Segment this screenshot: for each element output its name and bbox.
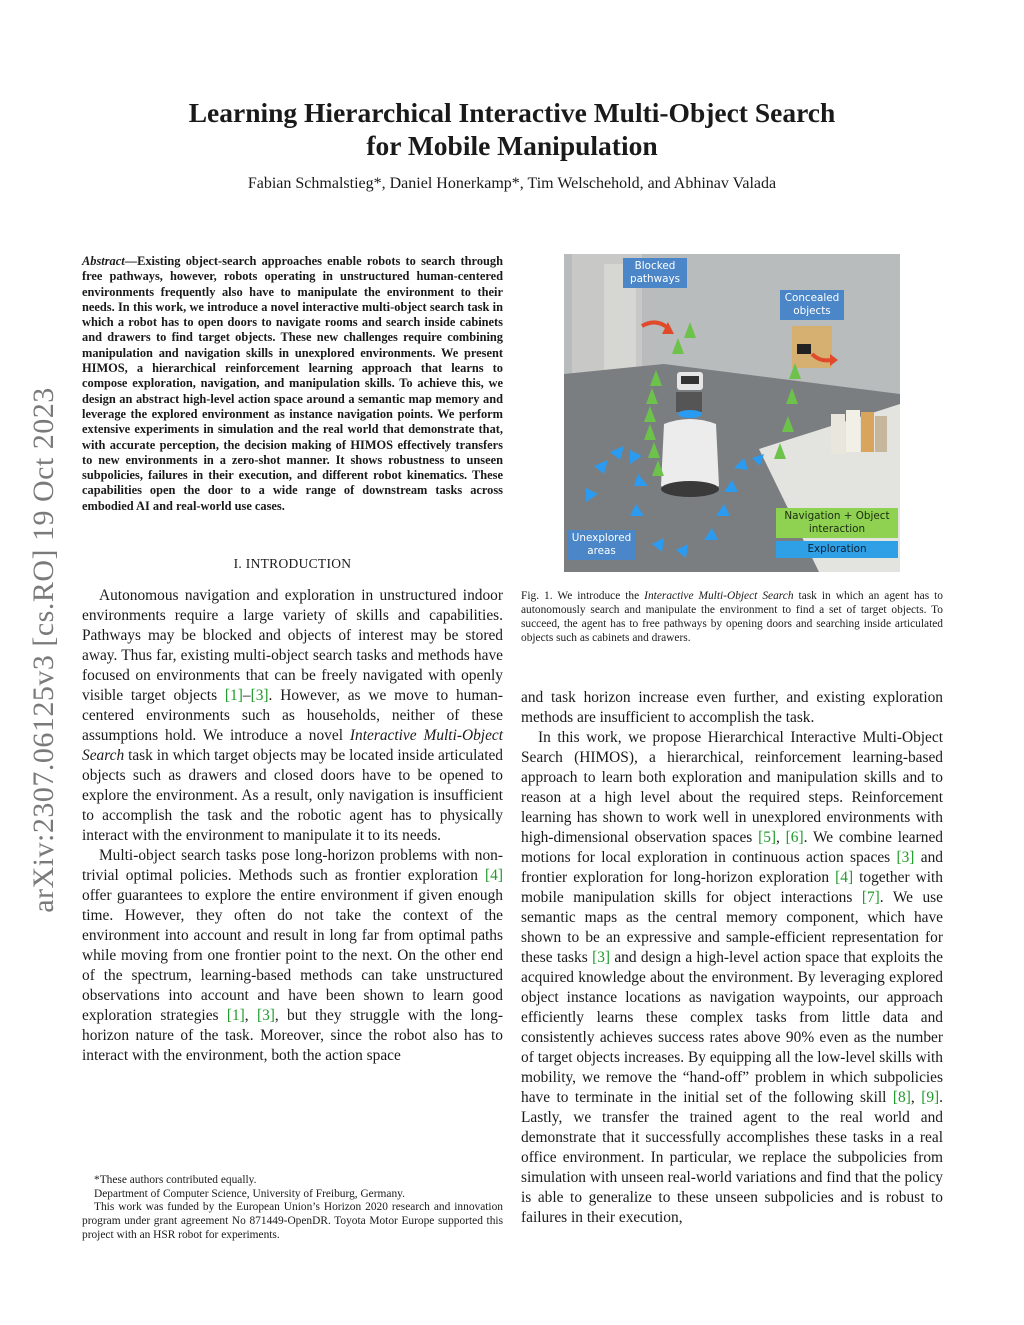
box-1 (831, 414, 845, 454)
figure-1-caption (521, 590, 943, 646)
abstract-lead: Abstract (82, 254, 125, 268)
text-run: . Lastly, we transfer the trained agent to the real world and demonstrate that it successfully accomplishes these tasks in a real office environment. In particular, we replace the subpolicies from simulation with unseen real-world variations and find that the policy is able to generalize to these unseen subpolicies and is robust to failures in their execution, (521, 1089, 943, 1226)
citation-link[interactable]: [1] (226, 1007, 245, 1025)
figure-1 (564, 254, 900, 572)
text-run: together with mobile manipulation skills for object interactions (521, 869, 943, 906)
text-run: . We combine learned motions for local exploration in continuous action spaces (521, 829, 943, 866)
citation-link[interactable]: [5] (758, 829, 777, 846)
citation-link[interactable]: [4] (835, 869, 854, 886)
emphasis-task-name: Interactive Multi-Object Search (82, 727, 504, 765)
robot-base (661, 481, 719, 497)
citation-link[interactable]: [8] (892, 1089, 911, 1106)
citation-link[interactable]: [3] (250, 687, 269, 705)
section-heading-introduction: I. INTRODUCTION (233, 556, 352, 572)
citation-link[interactable]: [3] (592, 949, 611, 966)
text-run: Multi-object search tasks pose long-horizon problems with non-trivial optimal policies. Methods such as frontier exploration (82, 847, 503, 885)
box-4 (875, 416, 887, 452)
intro-paragraph-1 (82, 586, 503, 846)
label-unexplored-areas: Unexplored areas (567, 530, 636, 560)
footnote-equal-contribution: *These authors contributed equally. (94, 1174, 257, 1186)
citation-link[interactable]: [6] (785, 829, 804, 846)
text-run: Autonomous navigation and exploration in unstructured indoor environments require a large variety of skills and capabilities. Pathways may be blocked and objects of interest may be stored away. Thus far, existing multi-object search tasks and methods have focused on environments that can be freely navigated with openly visible target objects (82, 587, 503, 705)
author-list: Fabian Schmalstieg*, Daniel Honerkamp*, Tim Welschehold, and Abhinav Valada (247, 175, 777, 192)
box-3 (861, 412, 874, 452)
text-run: – (242, 687, 251, 705)
text-run: Fig. 1. We introduce the (521, 590, 645, 602)
intro-paragraph-2 (82, 846, 503, 1066)
cabinet-object (797, 344, 811, 354)
text-run: , (776, 829, 786, 846)
left-column (82, 254, 503, 1066)
text-run: and frontier exploration for long-horizon exploration (521, 849, 943, 886)
robot-face (681, 376, 699, 384)
text-run: offer guarantees to explore the entire environment if given enough time. However, they often do not take the context of the environment into account and result in long far from optimal paths while moving from one frontier point to the next. On the other end of the spectrum, learning-based methods can take unstructured observations into account and have been shown to learn good exploration strategies (82, 887, 503, 1025)
box-2 (846, 410, 860, 452)
legend-navigation-object-interaction: Navigation + Object interaction (776, 508, 898, 538)
text-run: and design a high-level action space that exploits the acquired knowledge about the environment. By leveraging explored object instance locations as navigation waypoints, our approach efficiently learns these complex tasks from little data and consistently achieves success rates above 90% even as the number of target objects increases. By equipping all the low-level skills with mobility, we remove the “hand-off” problem in which subpolicies have to terminate in the initial set of the following skill (521, 949, 943, 1106)
arxiv-stamp (22, 355, 66, 945)
robot-light (678, 410, 702, 418)
text-run: , but they struggle with the long-horizon nature of the task. Moreover, since the robot also has to interact with the environment, both the action space (82, 1007, 503, 1065)
label-concealed-objects: Concealed objects (780, 290, 844, 320)
footnote-affiliation: Department of Computer Science, University of Freiburg, Germany. (94, 1187, 405, 1200)
citation-link[interactable]: [1] (224, 687, 243, 705)
abstract-text: —Existing object-search approaches enable robots to search through free pathways, however, robots operating in unstructured human-centered environments frequently also have to manipulate the environment to their needs. In this work, we introduce a novel interactive multi-object search task in which a robot has to open doors to navigate rooms and search inside cabinets and drawers to find target objects. These new challenges require combining manipulation and navigation skills in unexplored environments. We present HIMOS, a hierarchical reinforcement learning approach that learns to compose exploration, navigation, and manipulation skills. To achieve this, we design an abstract high-level action space around a semantic map memory and leverage the explored environment as instance navigation points. We perform extensive experiments in simulation and the real world that demonstrate that, with accurate perception, the decision making of HIMOS effectively transfers to new environments in a zero-shot manner. It shows robustness to unseen subpolicies, failures in their execution, and different robot kinematics. These capabilities open the door to a wide range of downstream tasks across embodied AI and real-world use cases. (82, 254, 503, 513)
label-blocked-pathways: Blocked pathways (623, 258, 687, 288)
text-run: . However, as we move to human-centered environments such as households, neither of these assumptions hold. We introduce a novel (82, 687, 503, 745)
citation-link[interactable]: [3] (896, 849, 915, 866)
title-line-1: Learning Hierarchical Interactive Multi-Object Search (188, 97, 836, 128)
text-run: . We use semantic maps as the central memory component, which have shown to be an expressive and sample-efficient representation for these tasks (521, 889, 943, 966)
right-column (521, 688, 943, 1228)
emphasis-task-name: Interactive Multi-Object Search (644, 590, 794, 602)
text-run: task in which an agent has to autonomously search and manipulate the environment to find a set of target objects. To succeed, the agent has to free pathways by opening doors and searching inside articulated objects such as cabinets and drawers. (521, 590, 943, 644)
intro-paragraph-continued: and task horizon increase even further, and existing exploration methods are insufficient to accomplish the task. (521, 689, 943, 726)
arxiv-stamp-text: arXiv:2307.06125v3 [cs.RO] 19 Oct 2023 (27, 387, 61, 913)
abstract (82, 254, 503, 514)
text-run: , (910, 1089, 922, 1106)
citation-link[interactable]: [3] (256, 1007, 275, 1025)
citation-link[interactable]: [7] (861, 889, 880, 906)
title-line-2: for Mobile Manipulation (366, 130, 658, 161)
text-run: , (244, 1007, 257, 1025)
citation-link[interactable]: [4] (485, 867, 503, 885)
citation-link[interactable]: [9] (921, 1089, 940, 1106)
footnote-funding: This work was funded by the European Union’s Horizon 2020 research and innovation program under grant agreement No 871449-OpenDR. Toyota Motor Europe supported this project with an HSR robot for experiments. (82, 1201, 503, 1241)
footnotes (82, 1174, 503, 1243)
paper-title (100, 96, 924, 162)
text-run: In this work, we propose Hierarchical Interactive Multi-Object Search (HIMOS), a hierarchical, reinforcement learning-based approach to learn both exploration and manipulation skills and to reason at a high level about the required steps. Reinforcement learning has shown to work well in unexplored environments with high-dimensional observation spaces (521, 729, 943, 846)
robot-arm (676, 392, 702, 412)
legend-exploration: Exploration (776, 541, 898, 558)
text-run: task in which target objects may be located inside articulated objects such as drawers and closed doors have to be opened to explore the environment. As a result, only navigation is insufficient to accomplish the task and the robotic agent has to physically interact with the environment to manipulate it to its needs. (82, 747, 503, 845)
intro-paragraph-3 (521, 728, 943, 1228)
